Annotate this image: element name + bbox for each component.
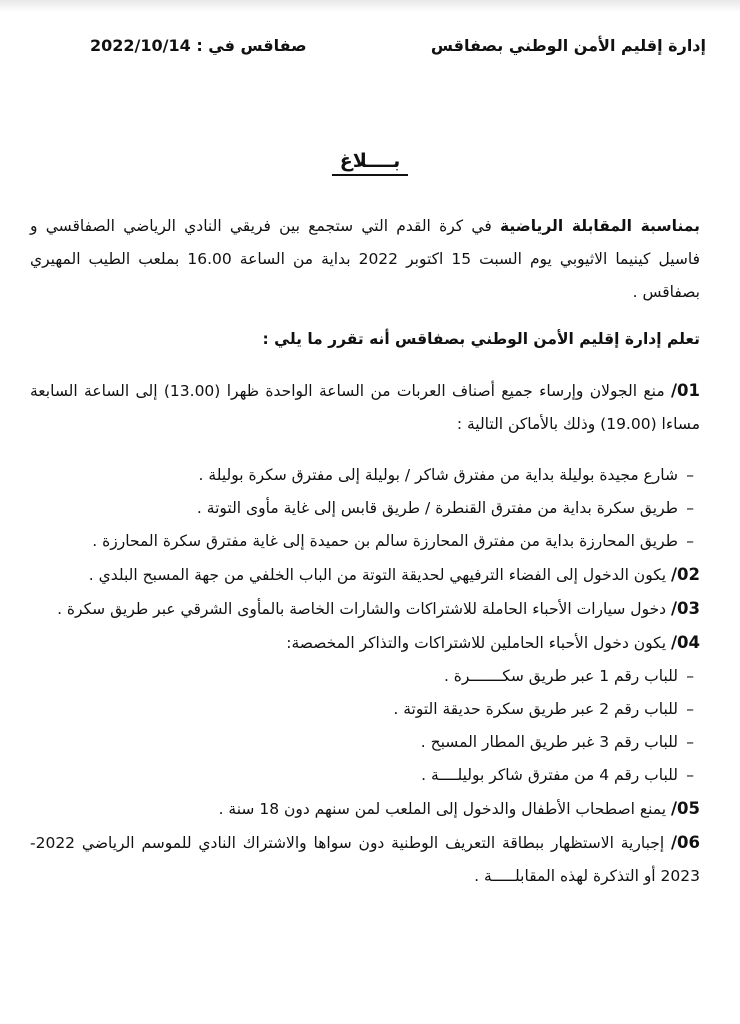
list-item: –للباب رقم 1 عبر طريق سكـــــــرة . — [30, 660, 694, 693]
item-02 — [30, 558, 700, 592]
item-04-gates — [30, 660, 700, 792]
item-text: إجبارية الاستظهار ببطاقة التعريف الوطنية دون سواها والاشتراك النادي للموسم الرياضي 2022-2023 أو التذكرة لهذه المقابلـــــة . — [30, 834, 700, 885]
intro-text: في كرة القدم التي ستجمع بين فريقي النادي الرياضي الصفاقسي و فاسيل كينيما الاثيوبي يوم السبت 15 اكتوبر 2022 بداية من الساعة 16.00 بملعب الطيب المهيري بصفاقس . — [30, 217, 700, 301]
item-05 — [30, 792, 700, 826]
item-text: دخول سيارات الأحباء الحاملة للاشتراكات والشارات الخاصة بالمأوى الشرقي عبر طريق سكرة . — [57, 600, 671, 618]
scan-top-edge — [0, 0, 740, 12]
item-01 — [30, 374, 700, 441]
item-06 — [30, 826, 700, 893]
dash-bullet: – — [686, 667, 694, 685]
intro-paragraph — [30, 210, 700, 309]
intro-lead: بمناسبة المقابلة الرياضية — [500, 217, 700, 235]
item-text: منع الجولان وإرساء جميع أصناف العربات من الساعة الواحدة ظهرا (13.00) إلى الساعة السابعة مساءا (19.00) وذلك بالأماكن التالية : — [30, 382, 700, 433]
item-number: 01/ — [671, 381, 700, 400]
list-item: –شارع مجيدة بوليلة بداية من مفترق شاكر / بوليلة إلى مفترق سكرة بوليلة . — [30, 459, 694, 492]
dash-bullet: – — [686, 532, 694, 550]
dash-bullet: – — [686, 766, 694, 784]
list-item: –طريق المحارزة بداية من مفترق المحارزة سالم بن حميدة إلى غاية مفترق سكرة المحارزة . — [30, 525, 694, 558]
item-01-locations — [30, 459, 700, 558]
item-number: 06/ — [671, 833, 700, 852]
item-04 — [30, 626, 700, 660]
notice-line: تعلم إدارة إقليم الأمن الوطني بصفاقس أنه تقرر ما يلي : — [262, 330, 700, 348]
dash-bullet: – — [686, 499, 694, 517]
dash-bullet: – — [686, 733, 694, 751]
announcement-body — [30, 210, 700, 893]
item-number: 02/ — [671, 565, 700, 584]
list-item: –للباب رقم 3 غبر طريق المطار المسبح . — [30, 726, 694, 759]
issuing-agency: إدارة إقليم الأمن الوطني بصفاقس — [430, 36, 706, 55]
item-number: 04/ — [671, 633, 700, 652]
item-text: يكون دخول الأحباء الحاملين للاشتراكات والتذاكر المخصصة: — [286, 634, 671, 652]
item-text: يمنع اصطحاب الأطفال والدخول إلى الملعب لمن سنهم دون 18 سنة . — [218, 800, 671, 818]
dash-bullet: – — [686, 466, 694, 484]
item-number: 05/ — [671, 799, 700, 818]
issue-date: 2022/10/14 — [90, 36, 191, 55]
list-item: –طريق سكرة بداية من مفترق القنطرة / طريق قابس إلى غاية مأوى التوتة . — [30, 492, 694, 525]
dash-bullet: – — [686, 700, 694, 718]
place-and-date — [90, 36, 307, 55]
letterhead — [40, 36, 706, 66]
title-text: بــــلاغ — [332, 150, 409, 176]
place-label: صفاقس في : — [196, 36, 307, 55]
document-title — [0, 150, 740, 172]
list-item: –للباب رقم 2 عبر طريق سكرة حديقة التوتة . — [30, 693, 694, 726]
item-number: 03/ — [671, 599, 700, 618]
item-03 — [30, 592, 700, 626]
item-text: يكون الدخول إلى الفضاء الترفيهي لحديقة التوتة من الباب الخلفي من جهة المسبح البلدي . — [88, 566, 671, 584]
list-item: –للباب رقم 4 من مفترق شاكر بوليلــــة . — [30, 759, 694, 792]
